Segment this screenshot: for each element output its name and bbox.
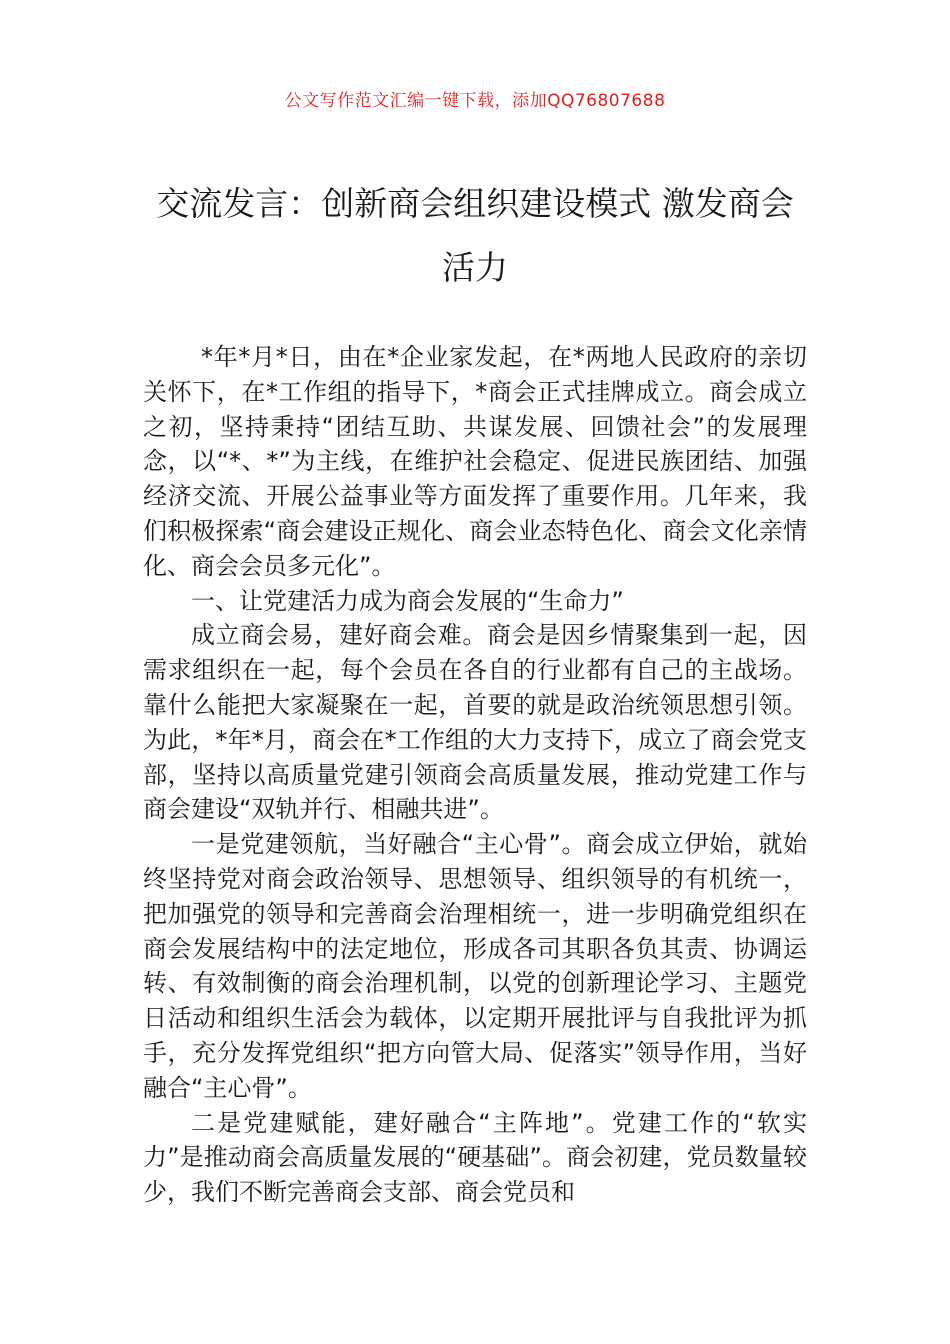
body-paragraph: 二是党建赋能，建好融合“主阵地”。党建工作的“软实力”是推动商会高质量发展的“硬基础”。商会初建，党员数量较少，我们不断完善商会支部、商会党员和 (143, 1108, 807, 1207)
section-heading: 一、让党建活力成为商会发展的“生命力” (191, 586, 624, 615)
body-paragraph: 一是党建领航，当好融合“主心骨”。商会成立伊始，就始终坚持党对商会政治领导、思想领导、组织领导的有机统一，把加强党的领导和完善商会治理相统一，进一步明确党组织在商会发展结构中的法定地位，形成各司其职各负其责、协调运转、有效制衡的商会治理机制，以党的创新理论学习、主题党日活动和组织生活会为载体，以定期开展批评与自我批评为抓手，充分发挥党组织“把方向管大局、促落实”领导作用，当好融合“主心骨”。 (143, 830, 807, 1102)
download-notice: 公文写作范文汇编一键下载，添加QQ76807688 (284, 91, 666, 111)
body-paragraph: 成立商会易，建好商会难。商会是因乡情聚集到一起，因需求组织在一起，每个会员在各自的行业都有自己的主战场。靠什么能把大家凝聚在一起，首要的就是政治统领思想引领。为此，*年*月，商会在*工作组的大力支持下，成立了商会党支部，坚持以高质量党建引领商会高质量发展，推动党建工作与商会建设“双轨并行、相融共进”。 (143, 621, 807, 824)
document-title: 交流发言：创新商会组织建设模式 激发商会活力 (156, 184, 794, 287)
intro-paragraph: *年*月*日，由在*企业家发起，在*两地人民政府的亲切关怀下，在*工作组的指导下，*商会正式挂牌成立。商会成立之初，坚持秉持“团结互助、共谋发展、回馈社会”的发展理念，以“*、*”为主线，在维护社会稳定、促进民族团结、加强经济交流、开展公益事业等方面发挥了重要作用。几年来，我们积极探索“商会建设正规化、商会业态特色化、商会文化亲情化、商会会员多元化”。 (143, 343, 807, 580)
document-body (143, 340, 807, 1210)
